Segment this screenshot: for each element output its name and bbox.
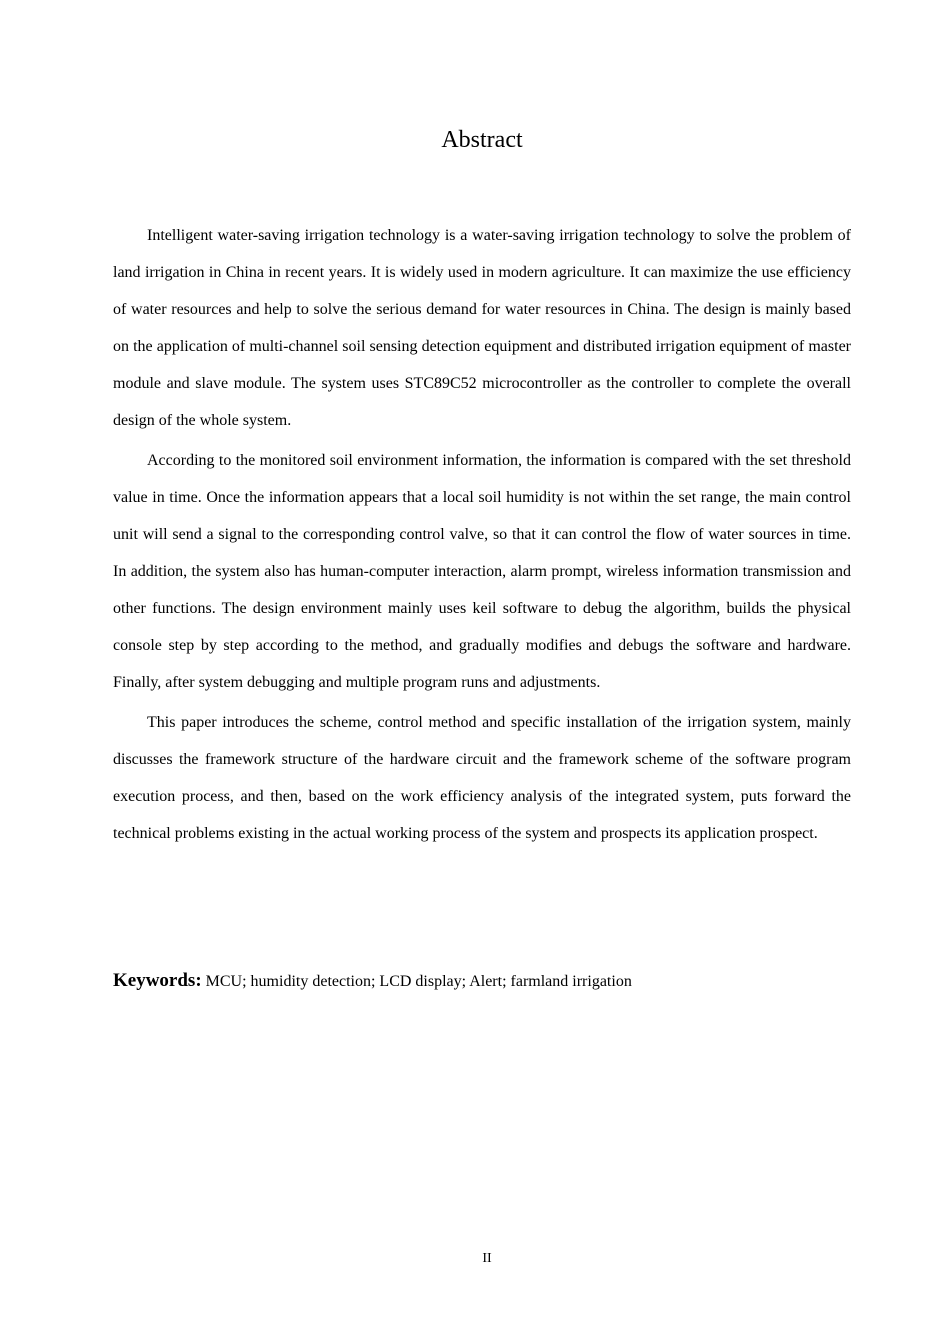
keywords-line: [113, 965, 853, 998]
abstract-paragraph-2: According to the monitored soil environment information, the information is compared with the set threshold value in time. Once the information appears that a local soil humidity is not within the set range, the main control unit will send a signal to the corresponding control valve, so that it can control the flow of water sources in time. In addition, the system also has human-computer interaction, alarm prompt, wireless information transmission and other functions. The design environment mainly uses keil software to debug the algorithm, builds the physical console step by step according to the method, and gradually modifies and debugs the software and hardware. Finally, after system debugging and multiple program runs and adjustments.: [113, 452, 851, 691]
keywords-text: MCU; humidity detection; LCD display; Alert; farmland irrigation: [205, 973, 632, 990]
abstract-paragraph-1: Intelligent water-saving irrigation technology is a water-saving irrigation technology to solve the problem of land irrigation in China in recent years. It is widely used in modern agriculture. It can maximize the use efficiency of water resources and help to solve the serious demand for water resources in China. The design is mainly based on the application of multi-channel soil sensing detection equipment and distributed irrigation equipment of master module and slave module. The system uses STC89C52 microcontroller as the controller to complete the overall design of the whole system.: [113, 227, 851, 429]
keywords-label: Keywords:: [113, 970, 202, 991]
abstract-paragraph-3: This paper introduces the scheme, control method and specific installation of the irrigation system, mainly discusses the framework structure of the hardware circuit and the framework scheme of the software program execution process, and then, based on the work efficiency analysis of the integrated system, puts forward the technical problems existing in the actual working process of the system and prospects its application prospect.: [113, 714, 851, 842]
abstract-title: Abstract: [441, 127, 523, 153]
abstract-body: [113, 217, 851, 855]
page-number: II: [482, 1251, 492, 1266]
